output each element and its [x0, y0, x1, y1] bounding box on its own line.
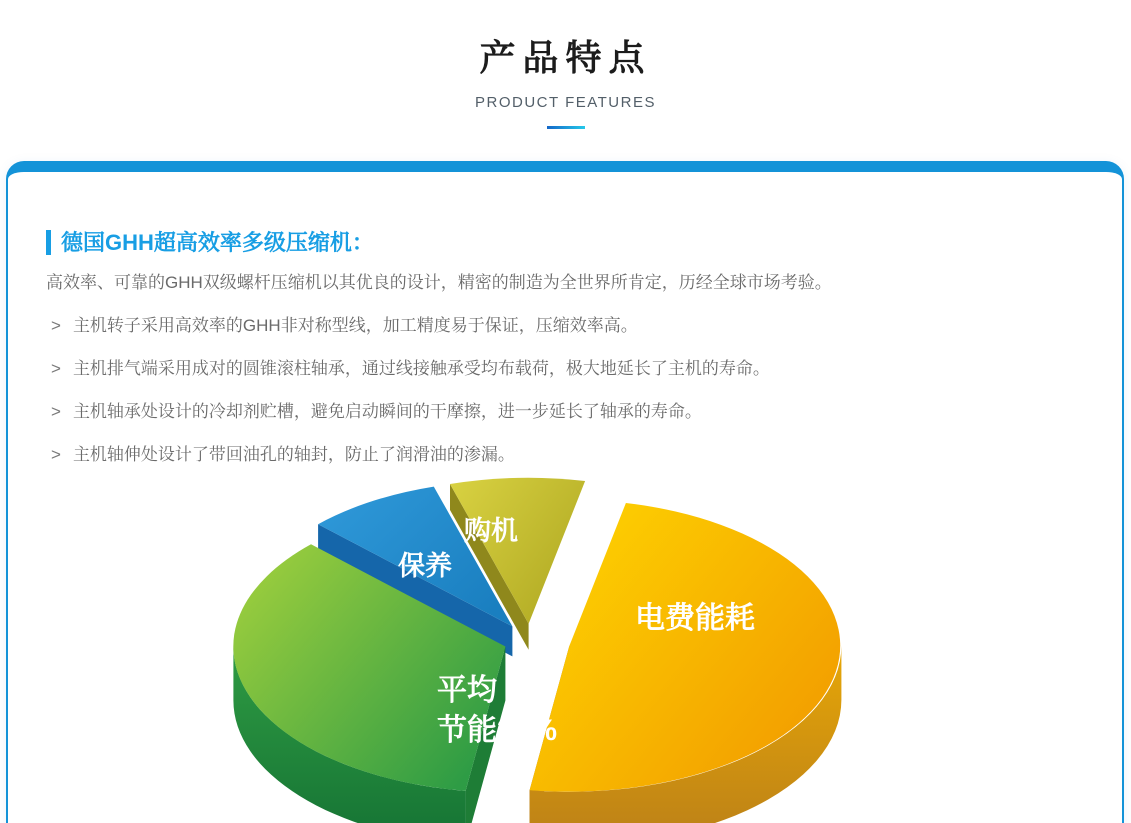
- pie-label-maintenance: 保养: [398, 550, 452, 581]
- feature-text: 主机转子采用高效率的GHH非对称型线，加工精度易于保证，压缩效率高。: [72, 316, 638, 336]
- bullet-marker: >: [51, 316, 61, 336]
- pie-label-electricity: 电费能耗: [635, 601, 755, 635]
- feature-list: [46, 315, 1084, 467]
- feature-item: [46, 444, 1084, 467]
- pie-label-savings: 平均: [437, 673, 497, 707]
- title-divider: [547, 126, 585, 129]
- chart-area: [46, 471, 1084, 823]
- pie-label-savings: 节能30%: [437, 713, 558, 747]
- bullet-marker: >: [51, 402, 61, 422]
- card-heading: 德国GHH超高效率多级压缩机：: [46, 230, 1084, 255]
- page-header: [0, 0, 1131, 129]
- feature-item: [46, 358, 1084, 381]
- bullet-marker: >: [51, 359, 61, 379]
- lifecycle-cost-pie-chart: [215, 471, 915, 823]
- pie-label-purchase: 购机: [464, 515, 518, 546]
- feature-text: 主机排气端采用成对的圆锥滚柱轴承，通过线接触承受均布载荷，极大地延长了主机的寿命。: [72, 359, 770, 379]
- feature-item: [46, 401, 1084, 424]
- feature-text: 主机轴伸处设计了带回油孔的轴封，防止了润滑油的渗漏。: [72, 445, 515, 465]
- bullet-marker: >: [51, 445, 61, 465]
- feature-card: [6, 161, 1124, 823]
- card-intro: 高效率、可靠的GHH双级螺杆压缩机以其优良的设计，精密的制造为全世界所肯定，历经全球市场考验。: [46, 273, 832, 293]
- feature-item: [46, 315, 1084, 338]
- feature-text: 主机轴承处设计的冷却剂贮槽，避免启动瞬间的干摩擦，进一步延长了轴承的寿命。: [72, 402, 702, 422]
- page-subtitle: PRODUCT FEATURES: [475, 94, 656, 111]
- page-title: 产品特点: [479, 37, 652, 78]
- pie-slice-electricity: [530, 503, 842, 823]
